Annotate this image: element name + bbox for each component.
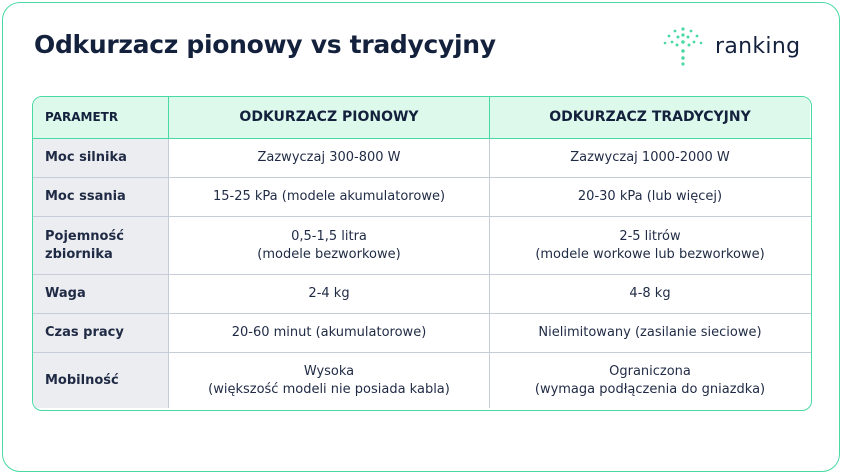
- row-label: Pojemność zbiornika: [33, 217, 169, 274]
- row-label: Moc silnika: [33, 139, 169, 177]
- column-header-tradycyjny: ODKURZACZ TRADYCYJNY: [490, 97, 810, 138]
- upright-value: Wysoka (większość modeli nie posiada kabla): [169, 353, 490, 408]
- comparison-table: [32, 96, 812, 411]
- traditional-value: Ograniczona (wymaga podłączenia do gniazdka): [534, 363, 766, 397]
- column-header-parametr: PARAMETR: [33, 97, 169, 138]
- upright-value: 15-25 kPa (modele akumulatorowe): [169, 178, 490, 216]
- upright-value: 0,5-1,5 litra (modele bezworkowe): [169, 217, 490, 274]
- traditional-value: Zazwyczaj 1000-2000 W: [570, 150, 730, 166]
- table-row: [33, 353, 811, 408]
- ranking-logo[interactable]: [661, 26, 800, 66]
- traditional-value: 20-30 kPa (lub więcej): [577, 189, 723, 205]
- traditional-value: 4-8 kg: [629, 286, 671, 302]
- sparkle-logo-icon: [661, 26, 705, 66]
- traditional-value: Nielimitowany (zasilanie sieciowe): [538, 325, 762, 341]
- row-label: Czas pracy: [33, 314, 169, 352]
- row-label: Waga: [33, 275, 169, 313]
- table-row: [33, 139, 811, 178]
- table-row: [33, 178, 811, 217]
- table-header-row: [33, 97, 811, 139]
- logo-text: ranking: [715, 33, 801, 59]
- traditional-value: 2-5 litrów (modele workowe lub bezworkowe): [535, 228, 765, 262]
- upright-value: 2-4 kg: [169, 275, 490, 313]
- table-row: [33, 275, 811, 314]
- row-label: Moc ssania: [33, 178, 169, 216]
- table-row: [33, 217, 811, 275]
- column-header-pionowy: ODKURZACZ PIONOWY: [169, 97, 490, 138]
- row-label: Mobilność: [33, 353, 169, 408]
- upright-value: Zazwyczaj 300-800 W: [169, 139, 490, 177]
- table-row: [33, 314, 811, 353]
- page-title: Odkurzacz pionowy vs tradycyjny: [34, 30, 496, 59]
- upright-value: 20-60 minut (akumulatorowe): [169, 314, 490, 352]
